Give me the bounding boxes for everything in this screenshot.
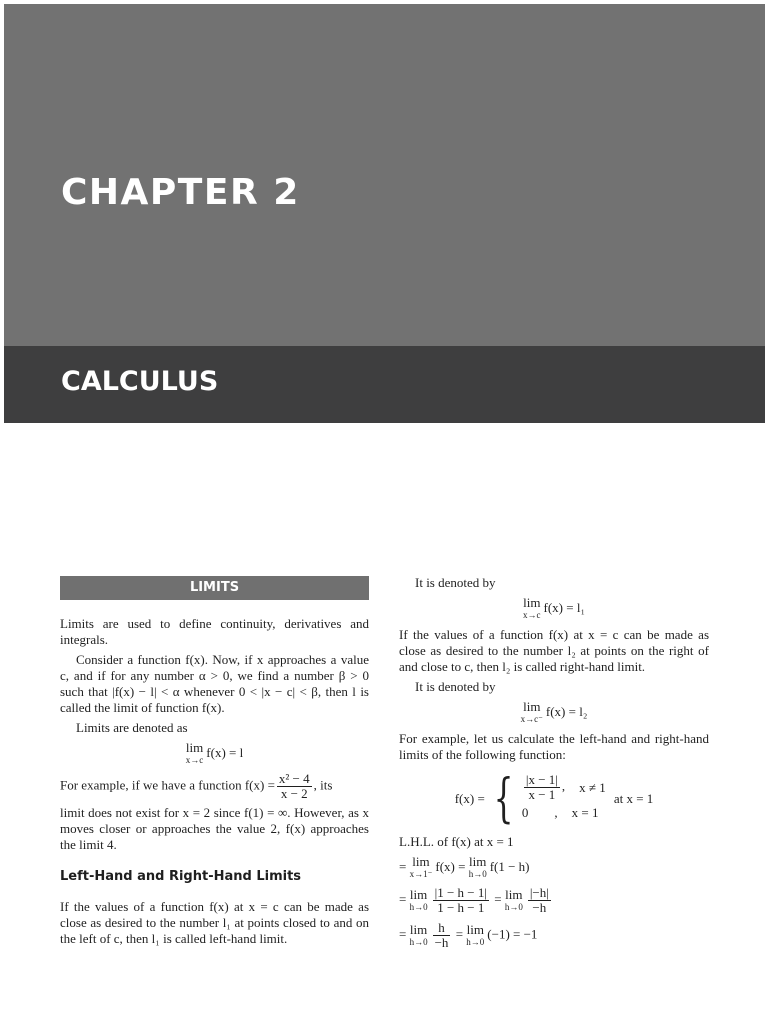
paragraph: Limits are denoted as bbox=[76, 720, 188, 735]
chapter-title: CHAPTER 2 bbox=[61, 172, 300, 213]
paragraph: If the values of a function f(x) at x = c can be made as close as desired to the number l₂ at points on the right of and close to c, then l₂ is called right-hand limit. bbox=[399, 627, 709, 674]
right-column bbox=[399, 575, 709, 956]
limit-operator: lim x→c bbox=[185, 740, 204, 765]
limit-operator: lim x→c bbox=[523, 595, 541, 620]
step-2: = lim h→0 $\frac{|1 - h - 1|}{1 - h - 1}$ = lim h→0 $\frac{|-h|}{-h}$ bbox=[399, 885, 549, 915]
paragraph: Limits are used to define continuity, derivatives and integrals. bbox=[60, 616, 369, 647]
equation-left-limit: lim x→c f(x) = l₁ bbox=[523, 595, 585, 620]
paragraph: Consider a function f(x). Now, if x approaches a value c, and if for any number α > 0, we find a number β > 0 such that |f(x) − l| < α whenever 0 < |x − c| < β, then l is called the limit of function f(x). bbox=[60, 652, 369, 715]
paragraph-lhl: L.H.L. of f(x) at x = 1 bbox=[399, 834, 514, 849]
equation-right-limit: lim x→c⁻ f(x) = l₂ bbox=[520, 699, 588, 724]
equation-limit bbox=[60, 742, 369, 766]
paragraph: limit does not exist for x = 2 since f(1) = ∞. However, as x moves closer or approaches the value 2, f(x) approaches the limit 4. bbox=[60, 805, 369, 852]
subsection-heading: Left-Hand and Right-Hand Limits bbox=[60, 869, 302, 884]
paragraph: It is denoted by bbox=[415, 575, 496, 590]
equation-body: f(x) = l bbox=[206, 744, 244, 760]
left-column bbox=[60, 576, 369, 947]
paragraph: It is denoted by bbox=[415, 679, 496, 694]
piecewise-function: f(x) = { $\frac{|x - 1|}{x - 1}$ , x ≠ 1 0 , x = 1 at x = 1 bbox=[454, 768, 654, 829]
brace: { bbox=[493, 768, 514, 829]
paragraph: For example, let us calculate the left-hand and right-hand limits of the following function: bbox=[399, 731, 709, 762]
cases: $\frac{|x - 1|}{x - 1}$ , x ≠ 1 0 , x = 1 bbox=[521, 772, 606, 820]
limit-operator: lim x→c⁻ bbox=[520, 699, 543, 724]
section-heading-limits: LIMITS bbox=[60, 576, 369, 600]
paragraph: If the values of a function f(x) at x = c can be made as close as desired to the number l₁ at points closed to and on the left of c, then l₁ is called left-hand limit. bbox=[60, 899, 369, 946]
step-1: = lim x→1⁻ f(x) = lim h→0 f(1 − h) bbox=[399, 854, 530, 879]
paragraph-example: For example, if we have a function f(x) = $\frac{\text{x² − 4}}{x - 2}$ , its bbox=[60, 771, 333, 801]
part-title: CALCULUS bbox=[61, 366, 219, 397]
step-3: = lim h→0 $\frac{h}{-h}$ = lim h→0 (−1) = −1 bbox=[399, 920, 538, 950]
fraction: $\frac{\text{x² − 4}}{x - 2}$ bbox=[278, 771, 310, 801]
